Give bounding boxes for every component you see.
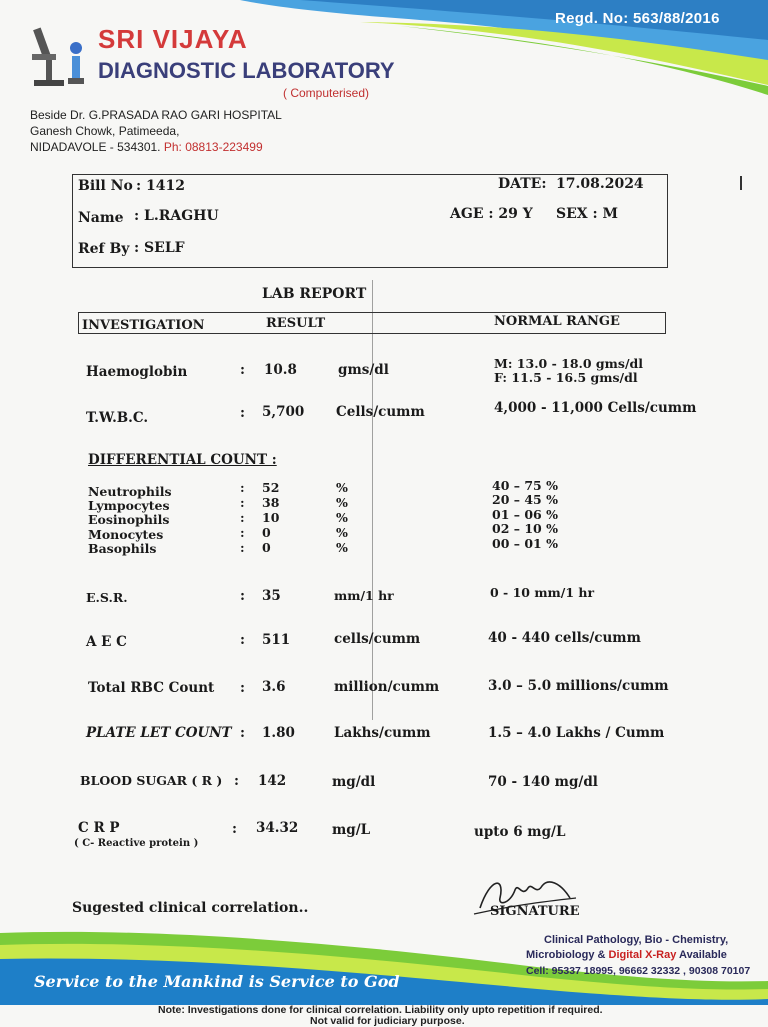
test-range: 1.5 – 4.0 Lakhs / Cumm xyxy=(488,725,665,741)
test-name: T.W.B.C. xyxy=(86,410,149,426)
test-range: 3.0 – 5.0 millions/cumm xyxy=(488,678,669,694)
services-available: Available xyxy=(679,949,727,961)
lab-name-secondary: DIAGNOSTIC LABORATORY xyxy=(98,58,395,83)
computerised-label: ( Computerised) xyxy=(283,86,370,100)
date-label: DATE: xyxy=(498,176,547,192)
bill-number: : 1412 xyxy=(136,178,186,194)
test-name: E.S.R. xyxy=(86,590,128,605)
diff-colon: : xyxy=(240,480,245,495)
col-result: RESULT xyxy=(266,316,326,331)
diff-unit: % xyxy=(336,480,348,495)
diff-value: 38 xyxy=(262,495,280,510)
diff-name: Basophils xyxy=(88,541,157,556)
diff-value: 52 xyxy=(262,480,280,495)
lab-name-primary: SRI VIJAYA xyxy=(98,24,248,54)
test-unit: mg/L xyxy=(332,822,371,838)
test-unit: cells/cumm xyxy=(334,631,421,647)
services-microbiology: Microbiology & xyxy=(526,949,606,961)
patient-age: AGE : 29 Y xyxy=(450,206,533,222)
column-divider xyxy=(372,280,373,720)
test-value: 511 xyxy=(262,632,291,648)
diff-range: 20 – 45 % xyxy=(492,492,558,507)
test-unit: gms/dl xyxy=(338,362,389,378)
test-unit: million/cumm xyxy=(334,679,440,695)
test-value: 10.8 xyxy=(264,362,297,378)
test-range-male: M: 13.0 - 18.0 gms/dl xyxy=(494,356,643,371)
patient-name: : L.RAGHU xyxy=(134,208,219,224)
test-colon: : xyxy=(240,588,245,604)
test-range: 4,000 - 11,000 Cells/cumm xyxy=(494,400,697,416)
diff-name: Monocytes xyxy=(88,527,164,542)
services-line-1: Clinical Pathology, Bio - Chemistry, xyxy=(544,934,729,946)
name-label: Name xyxy=(78,210,124,226)
margin-mark xyxy=(740,176,742,190)
bill-label: Bill No xyxy=(78,178,133,194)
diff-value: 0 xyxy=(262,525,271,540)
test-name: Total RBC Count xyxy=(88,680,215,696)
report-title: LAB REPORT xyxy=(262,286,367,302)
diff-range: 40 – 75 % xyxy=(492,478,558,493)
test-unit: mm/1 hr xyxy=(334,588,394,603)
report-date: 17.08.2024 xyxy=(556,176,644,192)
test-colon: : xyxy=(240,362,245,378)
test-range-female: F: 11.5 - 16.5 gms/dl xyxy=(494,370,638,385)
test-range: 0 - 10 mm/1 hr xyxy=(490,585,595,600)
test-name: PLATE LET COUNT xyxy=(86,725,232,741)
registration-number: Regd. No: 563/88/2016 xyxy=(555,10,720,27)
signature-label: SIGNATURE xyxy=(490,904,580,919)
disclaimer-note: Note: Investigations done for clinical correlation. Liability only upto repetition if required. xyxy=(158,1004,603,1016)
test-colon: : xyxy=(232,821,237,837)
diff-unit: % xyxy=(336,510,348,525)
diff-range: 00 – 01 % xyxy=(492,536,558,551)
address-line-1: Beside Dr. G.PRASADA RAO GARI HOSPITAL xyxy=(30,108,282,122)
diff-value: 10 xyxy=(262,510,280,525)
test-unit: mg/dl xyxy=(332,774,376,790)
col-investigation: INVESTIGATION xyxy=(82,318,205,333)
test-name: A E C xyxy=(86,634,127,650)
diff-range: 02 – 10 % xyxy=(492,521,558,536)
diff-range: 01 – 06 % xyxy=(492,507,558,522)
diff-name: Lympocytes xyxy=(88,498,170,513)
test-range: upto 6 mg/L xyxy=(474,824,566,840)
tagline: Service to the Mankind is Service to God xyxy=(34,972,400,991)
test-colon: : xyxy=(240,405,245,421)
disclaimer-judiciary: Not valid for judiciary purpose. xyxy=(310,1015,465,1027)
diff-colon: : xyxy=(240,540,245,555)
test-name: Haemoglobin xyxy=(86,364,188,380)
test-value: 3.6 xyxy=(262,679,286,695)
diff-colon: : xyxy=(240,510,245,525)
test-name: C R P xyxy=(78,820,120,836)
test-name: BLOOD SUGAR ( R ) xyxy=(80,773,223,788)
address-line-2: Ganesh Chowk, Patimeeda, xyxy=(30,124,180,138)
services-digital-xray: Digital X-Ray xyxy=(608,949,677,961)
test-unit: Cells/cumm xyxy=(336,404,425,420)
ref-label: Ref By xyxy=(78,241,130,257)
test-colon: : xyxy=(240,680,245,696)
cell-numbers: Cell: 95337 18995, 96662 32332 , 90308 70107 xyxy=(526,965,751,977)
diff-value: 0 xyxy=(262,540,271,555)
suggestion-text: Sugested clinical correlation.. xyxy=(72,900,309,916)
address-city: NIDADAVOLE - 534301. xyxy=(30,140,161,154)
test-unit: Lakhs/cumm xyxy=(334,725,431,741)
referred-by: : SELF xyxy=(134,240,185,256)
diff-unit: % xyxy=(336,495,348,510)
diff-colon: : xyxy=(240,525,245,540)
col-normal-range: NORMAL RANGE xyxy=(494,314,620,329)
services-line-2 xyxy=(526,949,727,961)
patient-sex: SEX : M xyxy=(556,206,619,222)
lab-phone: Ph: 08813-223499 xyxy=(163,140,263,154)
test-value: 142 xyxy=(258,773,287,789)
address-line-3 xyxy=(30,140,263,154)
test-range: 70 - 140 mg/dl xyxy=(488,774,598,790)
diff-name: Eosinophils xyxy=(88,512,170,527)
test-value: 34.32 xyxy=(256,820,299,836)
differential-title: DIFFERENTIAL COUNT : xyxy=(88,452,277,468)
test-colon: : xyxy=(240,632,245,648)
diff-name: Neutrophils xyxy=(88,484,172,499)
test-value: 1.80 xyxy=(262,725,295,741)
diff-colon: : xyxy=(240,495,245,510)
microscope-logo-icon xyxy=(28,24,92,94)
test-range: 40 - 440 cells/cumm xyxy=(488,630,641,646)
test-colon: : xyxy=(234,773,239,789)
test-subtitle: ( C- Reactive protein ) xyxy=(74,838,199,849)
test-colon: : xyxy=(240,725,245,741)
test-value: 35 xyxy=(262,588,281,604)
test-value: 5,700 xyxy=(262,404,305,420)
diff-unit: % xyxy=(336,525,348,540)
diff-unit: % xyxy=(336,540,348,555)
